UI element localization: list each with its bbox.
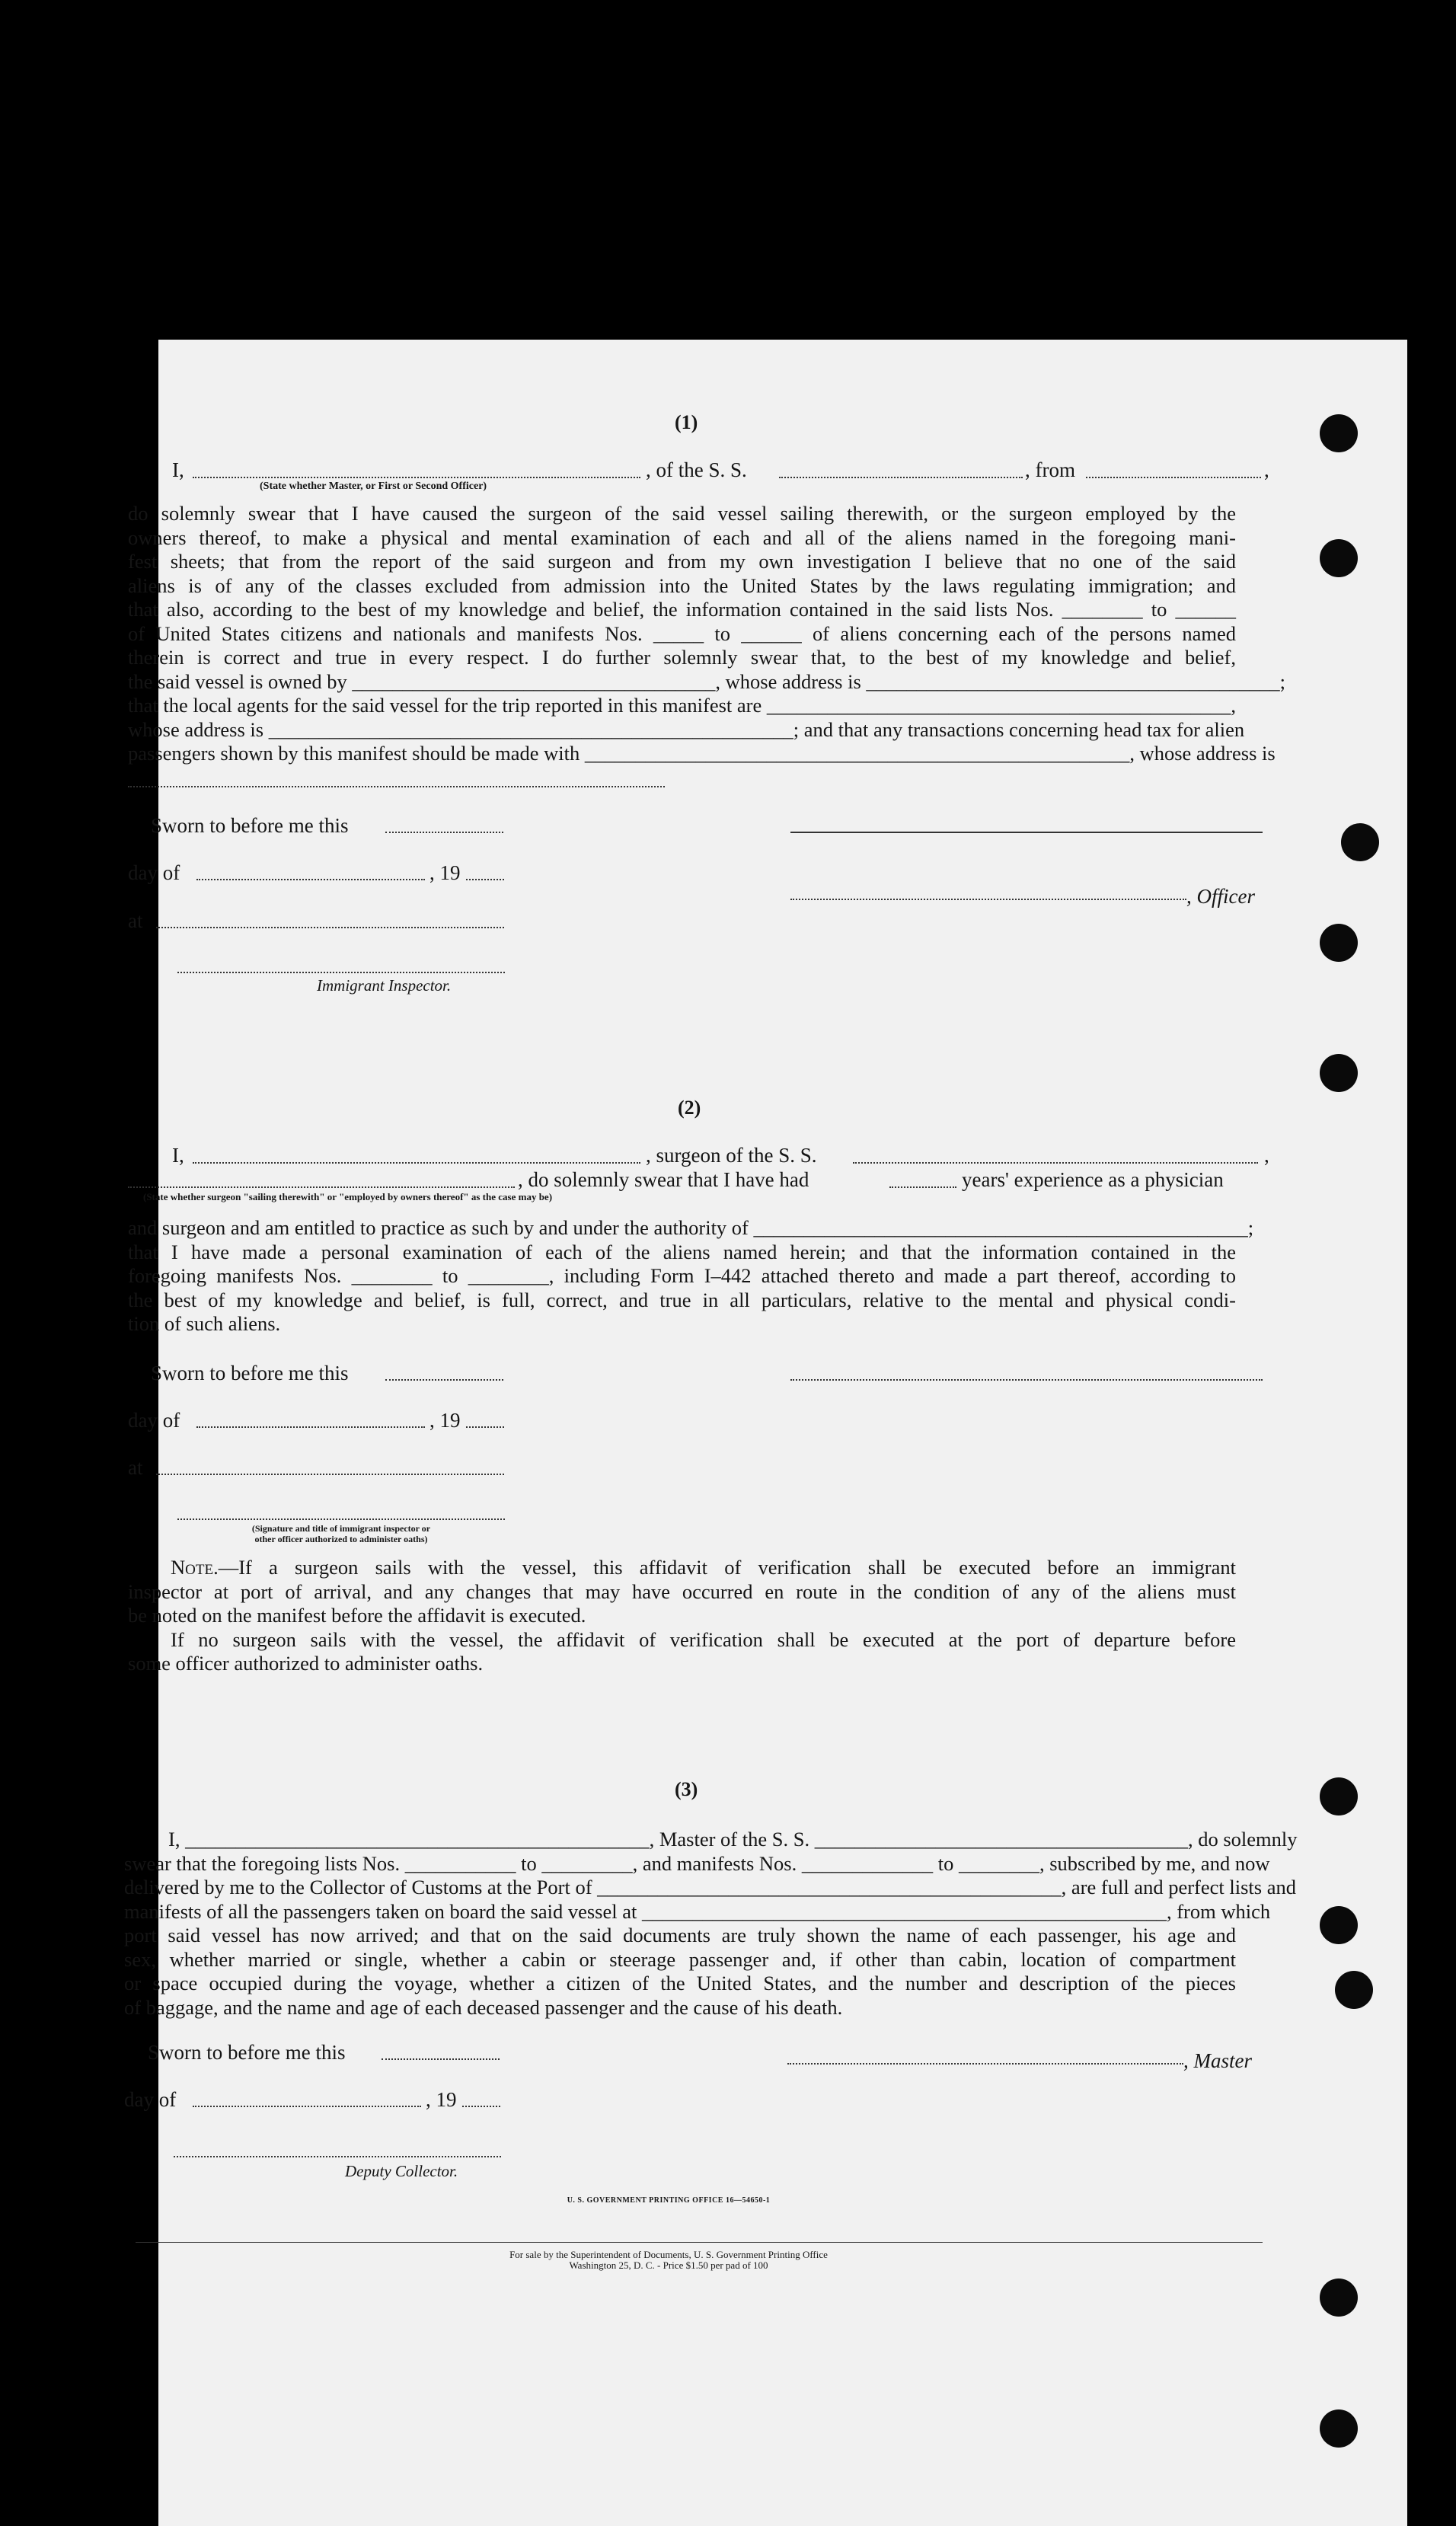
s2-year-label: , 19 xyxy=(429,1409,461,1432)
s3-master-signature-line[interactable] xyxy=(787,2063,1183,2065)
s2-day-of-label: day of xyxy=(128,1409,180,1432)
s1-day-of-label: day of xyxy=(128,861,180,884)
s3-master-label: , Master xyxy=(1183,2049,1252,2072)
s3-body-line: manifests of all the passengers taken on board the said vessel at ____________________________________________________, from which xyxy=(124,1899,1271,1923)
punch-hole xyxy=(1320,414,1358,452)
s1-body-line: passengers shown by this manifest should be made with ______________________________________________________, whose address is xyxy=(128,742,1276,765)
s3-body-line: sex, whether married or single, whether a cabin or steerage passenger and, if other than cabin, location of compartment xyxy=(124,1947,1236,1971)
s1-from-field[interactable] xyxy=(1086,477,1261,478)
s3-day-of-label: day of xyxy=(124,2088,177,2111)
s2-note-line: some officer authorized to administer oaths. xyxy=(128,1652,484,1675)
s1-vessel-field[interactable] xyxy=(779,477,1023,478)
punch-hole xyxy=(1320,539,1358,577)
s2-note-line: —If a surgeon sails with the vessel, this affidavit of verification shall be executed before an immigrant xyxy=(218,1556,1236,1579)
s2-note-text xyxy=(128,1556,1236,1676)
punch-hole xyxy=(1320,2279,1358,2317)
s3-body-line: delivered by me to the Collector of Customs at the Port of ______________________________________________, are full and perfect lists and xyxy=(124,1876,1296,1898)
s3-body-line: or space occupied during the voyage, whether a citizen of the United States, and the number and description of the pieces xyxy=(124,1972,1236,1994)
sale-notice-line-1: For sale by the Superintendent of Documents, U. S. Government Printing Office xyxy=(509,2249,828,2260)
section-1-number: (1) xyxy=(675,411,698,433)
punch-hole xyxy=(1341,823,1379,861)
punch-hole xyxy=(1320,1777,1358,1815)
s3-body-line: swear that the foregoing lists Nos. ___________ to _________, and manifests Nos. _____________ to ________, subscribed by me, and now xyxy=(124,1851,1270,1875)
s1-at-label: at xyxy=(128,909,143,932)
s1-officer-title-line[interactable] xyxy=(790,899,1186,900)
s3-collector-label: Deputy Collector. xyxy=(345,2162,458,2180)
s1-sworn-label: Sworn to before me this xyxy=(151,814,349,837)
s2-swear-label: , do solemnly swear that I have had xyxy=(518,1168,809,1191)
s1-officer-label: , Officer xyxy=(1186,885,1255,908)
s2-at-field[interactable] xyxy=(156,1474,504,1475)
s1-from-label: , from xyxy=(1025,458,1075,481)
s3-year-field[interactable] xyxy=(462,2106,500,2107)
s1-body-line: do solemnly swear that I have caused the surgeon of the said vessel sailing therewith, or the surgeon employed by the xyxy=(128,502,1236,525)
s2-sailing-status-field[interactable] xyxy=(128,1186,515,1188)
punch-hole xyxy=(1320,1054,1358,1092)
s1-body-line: aliens is of any of the classes excluded from admission into the United States by the laws regulating immigration; and xyxy=(128,573,1236,597)
s1-body-line: of United States citizens and nationals and manifests Nos. _____ to ______ of aliens concerning each of the persons named xyxy=(128,621,1236,645)
punch-hole xyxy=(1320,2409,1358,2448)
s1-body-line: therein is correct and true in every respect. I do further solemnly swear that, to the best of my knowledge and belief, xyxy=(128,646,1236,669)
gpo-imprint: U. S. GOVERNMENT PRINTING OFFICE 16—54650-1 xyxy=(567,2196,771,2205)
footer-rule xyxy=(136,2242,1263,2243)
s2-oath-text xyxy=(128,1216,1254,1336)
s2-body-line: and surgeon and am entitled to practice as such by and under the authority of _________________________________________________; xyxy=(128,1216,1254,1239)
s1-lead: I, xyxy=(172,458,184,481)
s2-body-line: tion of such aliens. xyxy=(128,1312,281,1335)
s1-officer-name-field[interactable] xyxy=(193,477,640,478)
s2-note-line: inspector at port of arrival, and any changes that may have occurred en route in the condition of any of the aliens must xyxy=(128,1579,1236,1603)
s1-body-line: fest sheets; that from the report of the said surgeon and from my own investigation I believe that no one of the said xyxy=(128,550,1236,573)
s2-years-label: years' experience as a physician xyxy=(962,1168,1224,1191)
s2-vessel-field[interactable] xyxy=(853,1162,1258,1164)
s3-sworn-label: Sworn to before me this xyxy=(148,2041,346,2064)
s2-sig-note-1: (Signature and title of immigrant inspector or xyxy=(251,1523,431,1534)
s3-month-field[interactable] xyxy=(193,2106,421,2107)
s3-year-label: , 19 xyxy=(426,2088,457,2111)
s2-lead: I, xyxy=(172,1144,184,1167)
section-2-number: (2) xyxy=(678,1097,701,1119)
s2-year-field[interactable] xyxy=(466,1426,504,1428)
s3-oath-text xyxy=(124,1828,1298,2020)
s2-inspector-signature-line[interactable] xyxy=(177,1518,505,1520)
s3-body-line: I, ______________________________________________, Master of the S. S. _____________________________________, do solemnly xyxy=(168,1828,1298,1851)
s1-month-field[interactable] xyxy=(196,879,425,880)
s2-body-line: the best of my knowledge and belief, is full, correct, and true in all particulars, relative to the mental and physical condi- xyxy=(128,1288,1236,1311)
s1-state-note: (State whether Master, or First or Second Officer) xyxy=(260,481,487,492)
s2-years-field[interactable] xyxy=(889,1186,956,1188)
punch-hole xyxy=(1320,924,1358,962)
s2-note-line: If no surgeon sails with the vessel, the affidavit of verification shall be executed at the port of departure before xyxy=(171,1627,1236,1651)
s3-sworn-date-field[interactable] xyxy=(382,2058,500,2060)
s3-collector-signature-line[interactable] xyxy=(174,2156,501,2157)
s1-oath-text xyxy=(128,502,1285,766)
s1-body-line: owners thereof, to make a physical and mental examination of each and all of the aliens named in the foregoing mani- xyxy=(128,525,1236,549)
s1-year-field[interactable] xyxy=(466,879,504,880)
s2-surgeon-name-field[interactable] xyxy=(193,1162,640,1164)
s1-officer-signature-line[interactable] xyxy=(790,832,1263,833)
punch-hole xyxy=(1320,1906,1358,1944)
s2-body-line: foregoing manifests Nos. ________ to ________, including Form I–442 attached thereto and made a part thereof, according to xyxy=(128,1264,1236,1287)
s1-address-continuation-field[interactable] xyxy=(128,786,665,787)
s1-body-line: the said vessel is owned by ____________________________________, whose address is _________________________________________; xyxy=(128,669,1285,693)
s2-note-head: Note. xyxy=(171,1556,219,1579)
s2-sworn-date-field[interactable] xyxy=(385,1379,503,1381)
s2-sworn-label: Sworn to before me this xyxy=(151,1362,349,1384)
s1-sworn-date-field[interactable] xyxy=(385,832,503,833)
s2-month-field[interactable] xyxy=(196,1426,425,1428)
s2-surgeon-signature-line[interactable] xyxy=(790,1379,1263,1381)
s1-at-field[interactable] xyxy=(156,927,504,928)
s1-end-comma: , xyxy=(1264,458,1269,481)
s1-year-label: , 19 xyxy=(429,861,461,884)
s2-body-line: that I have made a personal examination of each of the aliens named herein; and that the information contained in the xyxy=(128,1240,1236,1263)
s3-body-line: of baggage, and the name and age of each deceased passenger and the cause of his death. xyxy=(124,1995,843,2019)
s2-note-line: be noted on the manifest before the affidavit is executed. xyxy=(128,1604,586,1627)
form-sheet xyxy=(124,340,1407,2526)
s3-body-line: port said vessel has now arrived; and that on the said documents are truly shown the name of each passenger, his age and xyxy=(124,1924,1236,1946)
s1-body-line: that the local agents for the said vessel for the trip reported in this manifest are ______________________________________________, xyxy=(128,694,1237,717)
s2-at-label: at xyxy=(128,1456,143,1479)
s1-ss-label: , of the S. S. xyxy=(646,458,747,481)
s2-sig-note-2: other officer authorized to administer oaths) xyxy=(254,1534,428,1544)
punch-hole xyxy=(1335,1971,1373,2009)
s2-end-comma: , xyxy=(1264,1144,1269,1167)
s2-surgeon-label: , surgeon of the S. S. xyxy=(646,1144,817,1167)
s1-inspector-label: Immigrant Inspector. xyxy=(317,976,452,995)
section-3-number: (3) xyxy=(675,1778,698,1800)
s1-body-line: that also, according to the best of my knowledge and belief, the information contained in the said lists Nos. ________ to ______ xyxy=(128,598,1236,621)
s2-state-note: (State whether surgeon "sailing therewith" or "employed by owners thereof" as the case may be) xyxy=(143,1191,553,1202)
s1-body-line: whose address is ____________________________________________________; and that any transactions concerning head tax for alien xyxy=(128,717,1245,741)
sale-notice-line-2: Washington 25, D. C. - Price $1.50 per pad of 100 xyxy=(569,2259,768,2271)
